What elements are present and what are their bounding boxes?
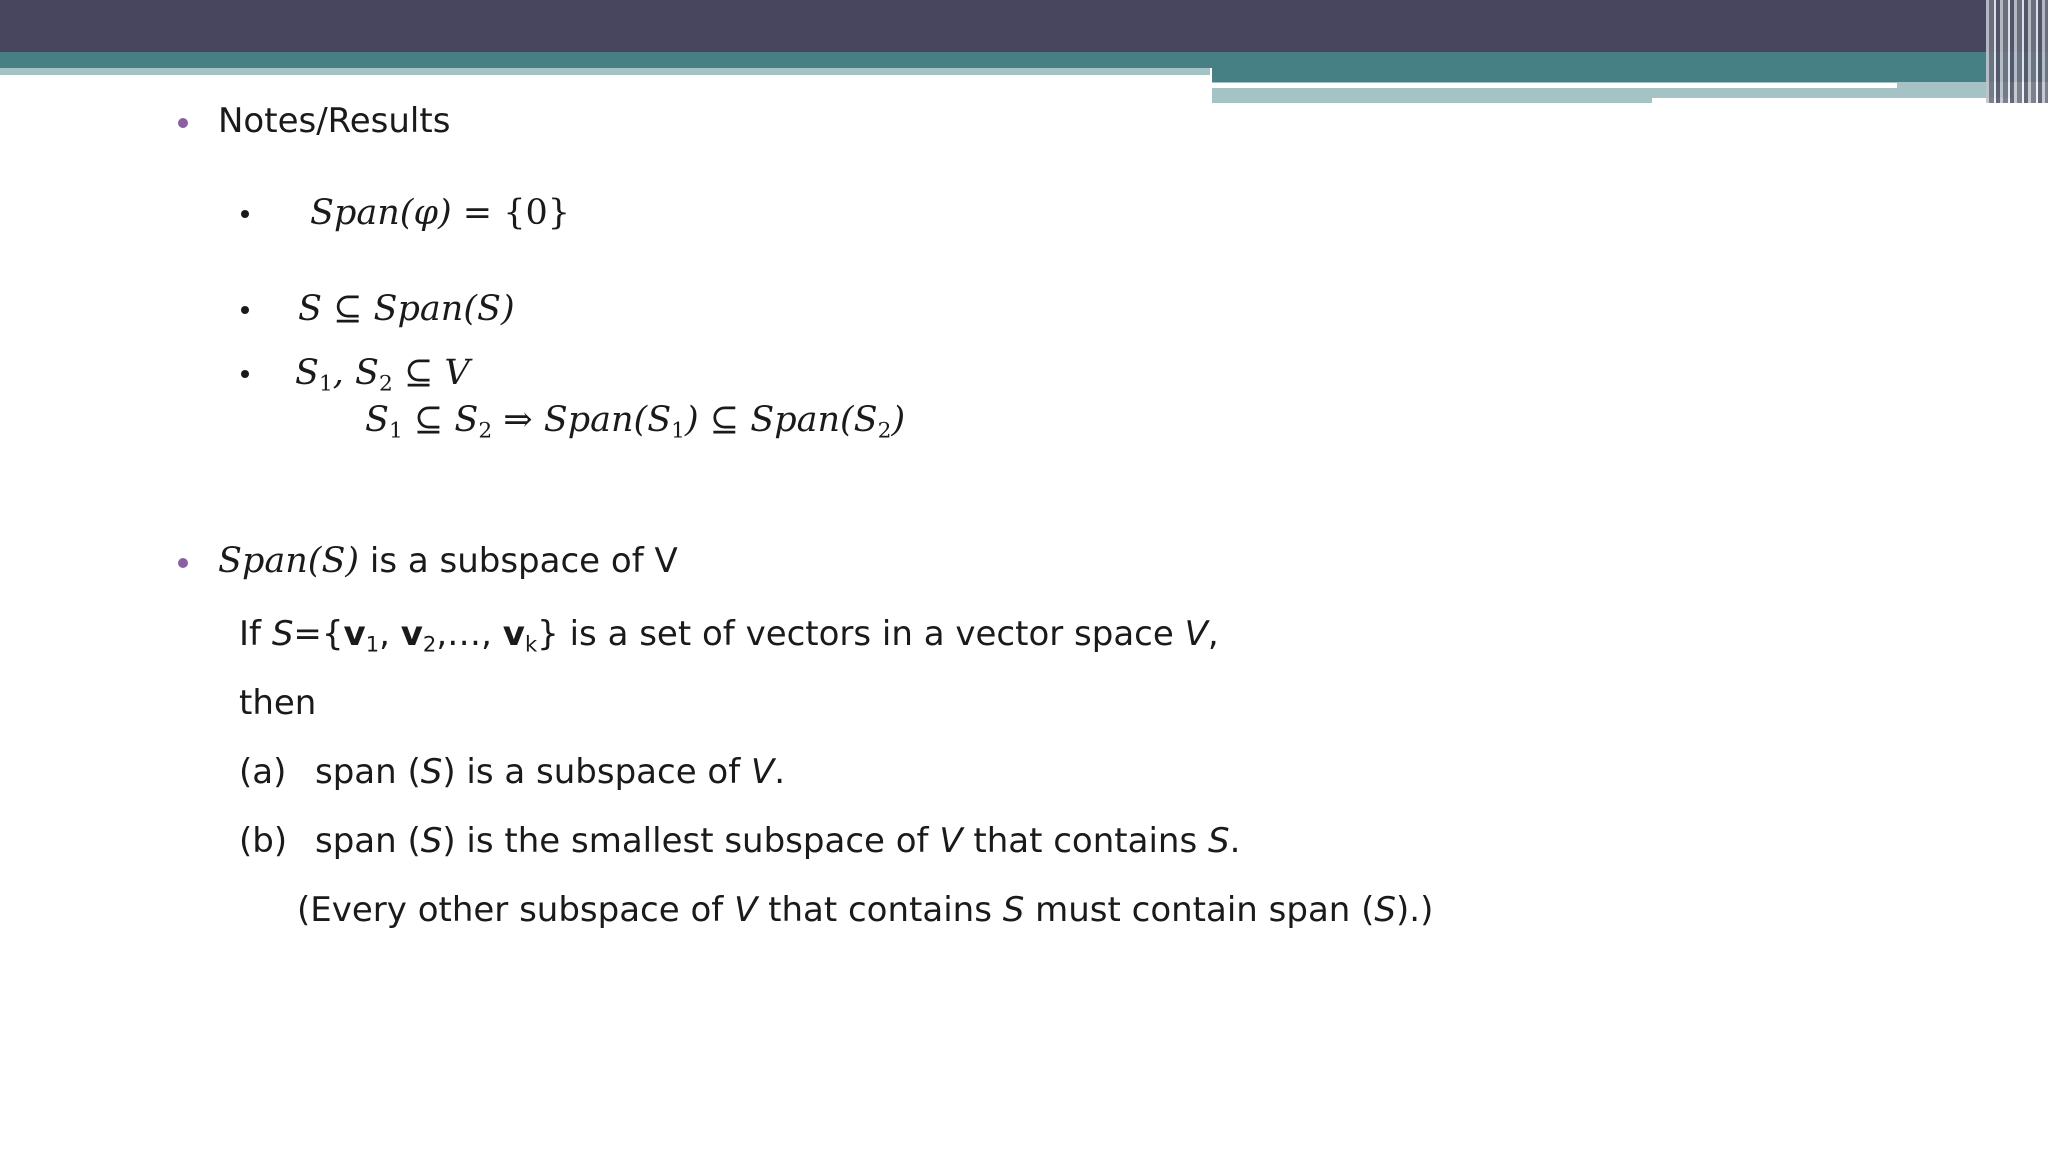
two-sets-formula: $S_1$, $S_2$ ⊆ V <box>295 353 470 397</box>
theorem-part-a: span (S) is a subspace of V. <box>315 752 786 792</box>
header-stripe-white-short <box>1652 98 2012 104</box>
theorem-part-b-marker: (b) <box>239 821 288 861</box>
header-bar-light-left <box>0 68 1210 75</box>
span-subspace-heading: Span(S) is a subspace of V <box>218 541 678 581</box>
theorem-part-b: span (S) is the smallest subspace of V that contains S. <box>315 821 1241 861</box>
header-vertical-bars <box>1986 0 2048 103</box>
theorem-then: then <box>239 683 317 723</box>
subset-formula: S ⊆ Span(S) <box>298 289 515 329</box>
sub-bullet-dot <box>241 210 249 218</box>
header-stripe-white <box>1212 83 1897 88</box>
span-empty-formula: Span(φ) = {0} <box>310 193 570 233</box>
bullet-dot <box>178 118 188 128</box>
header-bar-teal <box>0 52 2048 68</box>
header-bar-teal-right <box>1212 68 2048 82</box>
span-monotone-formula: $S_1$ ⊆ $S_2$ ⇒ $Span(S_1)$ ⊆ $Span(S_2)$ <box>365 400 906 444</box>
header-bar-dark <box>0 0 2048 52</box>
sub-bullet-dot <box>241 306 249 314</box>
theorem-note: (Every other subspace of V that contains S must contain span (S).) <box>297 890 1434 930</box>
bullet-dot <box>178 558 188 568</box>
theorem-part-a-marker: (a) <box>239 752 287 792</box>
notes-heading: Notes/Results <box>218 101 451 141</box>
sub-bullet-dot <box>241 370 249 378</box>
theorem-hypothesis: If $S=\{v_1$, $v_2,\dots$, $v_k$} is a set of vectors in a vector space V, <box>239 614 1219 657</box>
